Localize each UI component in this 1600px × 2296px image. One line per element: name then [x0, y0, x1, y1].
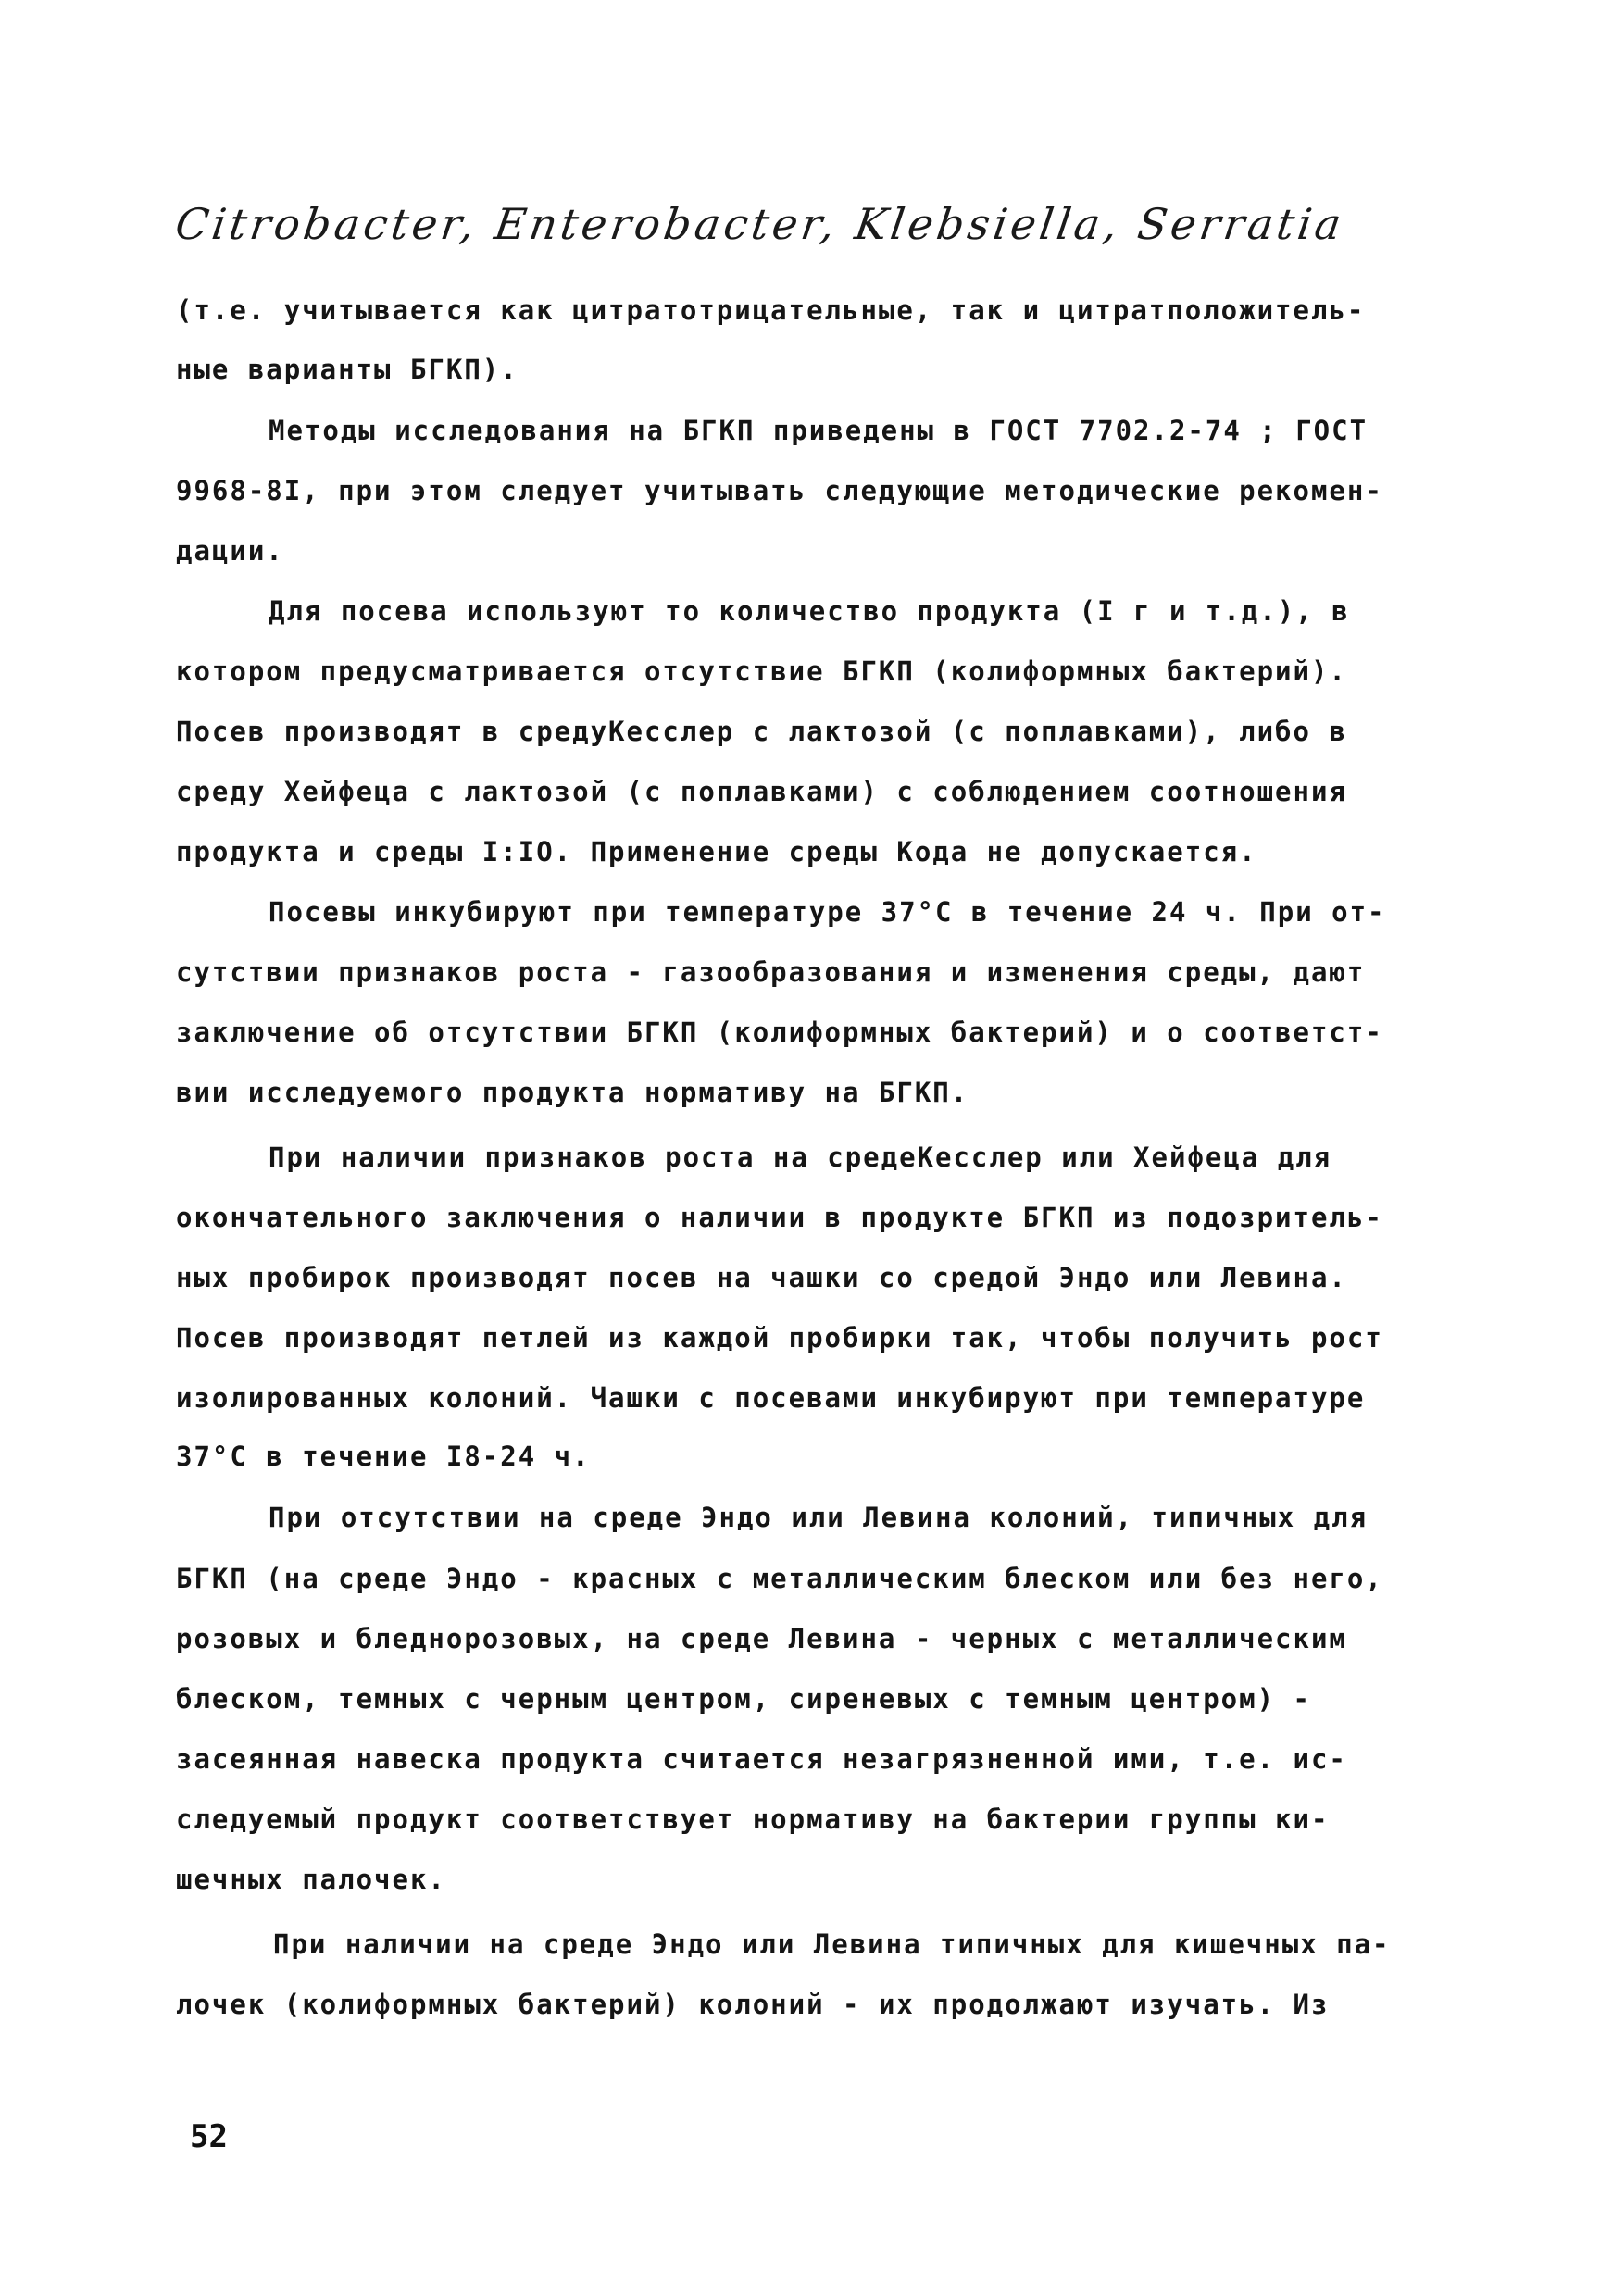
text-line: продукта и среды I:IO. Применение среды Кода не допускается.: [176, 836, 1257, 867]
text-line: ных пробирок производят посев на чашки со средой Эндо или Левина.: [176, 1262, 1347, 1293]
text-line: При наличии на среде Эндо или Левина типичных для кишечных па-: [273, 1928, 1391, 1960]
text-line: среду Хейфеца с лактозой (с поплавками) с соблюдением соотношения: [176, 776, 1347, 807]
text-line: Посевы инкубируют при температуре 37°С в течение 24 ч. При от-: [269, 896, 1386, 928]
page-number: 52: [190, 2118, 228, 2155]
text-line: Посев производят в средуКесслер с лактозой (с поплавками), либо в: [176, 716, 1347, 747]
text-line: ные варианты БГКП).: [176, 354, 519, 385]
text-line: Для посева используют то количество продукта (I г и т.д.), в: [269, 595, 1350, 627]
text-line: При отсутствии на среде Эндо или Левина колоний, типичных для: [269, 1502, 1369, 1533]
text-line: следуемый продукт соответствует нормативу на бактерии группы ки-: [176, 1803, 1330, 1835]
text-line: розовых и бледнорозовых, на среде Левина - черных с металлическим: [176, 1623, 1347, 1654]
text-line: блеском, темных с черным центром, сиреневых с темным центром) -: [176, 1683, 1311, 1715]
text-line: заключение об отсутствии БГКП (колиформных бактерий) и о соответст-: [176, 1017, 1383, 1048]
text-line: сутствии признаков роста - газообразования и изменения среды, дают: [176, 956, 1366, 988]
text-line: БГКП (на среде Эндо - красных с металлическим блеском или без него,: [176, 1563, 1383, 1594]
text-line: засеянная навеска продукта считается незагрязненной ими, т.е. ис-: [176, 1743, 1347, 1775]
text-line: изолированных колоний. Чашки с посевами инкубируют при температуре: [176, 1382, 1366, 1414]
text-line: шечных палочек.: [176, 1864, 446, 1895]
text-line: окончательного заключения о наличии в продукте БГКП из подозритель-: [176, 1202, 1383, 1233]
text-line: лочек (колиформных бактерий) колоний - их продолжают изучать. Из: [176, 1989, 1330, 2020]
text-line: Методы исследования на БГКП приведены в ГОСТ 7702.2-74 ; ГОСТ: [269, 415, 1369, 446]
text-line: (т.е. учитывается как цитратотрицательные, так и цитратположитель-: [176, 294, 1366, 326]
text-line: вии исследуемого продукта нормативу на БГКП.: [176, 1077, 969, 1108]
text-line: дации.: [176, 535, 284, 567]
handwritten-genus-list: Citrobacter, Enterobacter, Klebsiella, Serratia: [172, 199, 1348, 249]
text-line: 9968-8I, при этом следует учитывать следующие методические рекомен-: [176, 475, 1383, 506]
text-line: котором предусматривается отсутствие БГКП (колиформных бактерий).: [176, 655, 1347, 687]
text-line: Посев производят петлей из каждой пробирки так, чтобы получить рост: [176, 1322, 1383, 1354]
text-line: 37°С в течение I8-24 ч.: [176, 1441, 591, 1472]
text-line: При наличии признаков роста на средеКесслер или Хейфеца для: [269, 1142, 1332, 1173]
